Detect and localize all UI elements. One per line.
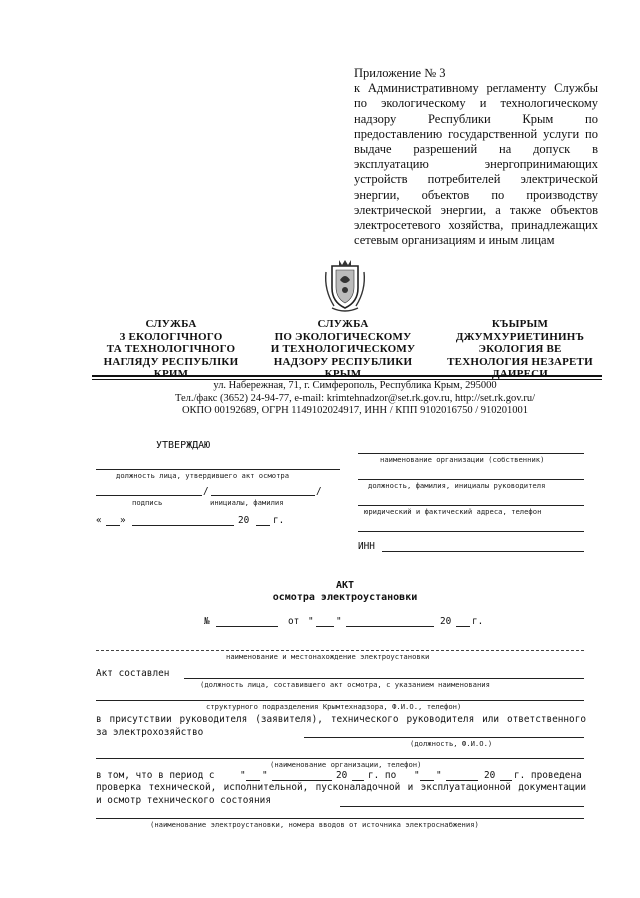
- position-caption: должность лица, утвердившего акт осмотра: [116, 471, 290, 480]
- tech-state-line: [340, 806, 584, 807]
- period-start-month-line: [272, 780, 332, 781]
- period-text-4: 20: [484, 770, 496, 781]
- act-number-line: [216, 626, 278, 627]
- org-ua-line: НАГЛЯДУ РЕСПУБЛІКИ: [103, 355, 239, 368]
- slash-separator: /: [316, 486, 322, 497]
- presence-text-content: в присутствии руководителя (заявителя), технического руководителя или ответственного за электрохозяйство: [96, 714, 586, 738]
- org-ct-line: ДЖУМХУРИЕТИНИНЪ: [455, 330, 585, 343]
- signature-caption: подпись: [132, 498, 163, 507]
- quote-mark: ": [414, 770, 420, 781]
- composed-label: Акт составлен: [96, 668, 170, 679]
- day-line: [106, 525, 120, 526]
- appendix-block: [354, 66, 598, 248]
- appendix-body: к Административному регламенту Службы по экологическому и технологическому надзору Республики Крым по предоставлению государственной услуги по выдаче разрешений на допуск в эксплуатацию энергопринимающих устройств потребителей электрической энергии, объектов по производству электрической энергии, а также объектов электросетевого хозяйства, принадлежащих сетевым организациям и иным лицам: [354, 81, 598, 248]
- quote-mark: ": [262, 770, 268, 781]
- head-caption: должность, фамилия, инициалы руководителя: [368, 481, 546, 490]
- org-ua-line: З ЕКОЛОГІЧНОГО: [119, 330, 223, 343]
- inn-label: ИНН: [358, 541, 375, 552]
- period-end-year-line: [500, 780, 512, 781]
- approval-heading: УТВЕРЖДАЮ: [156, 440, 211, 451]
- head-line: [358, 479, 584, 480]
- division-caption: структурного подразделения Крымтехнадзора, Ф.И.О., телефон): [206, 702, 462, 711]
- act-year-prefix: 20: [440, 616, 452, 627]
- composer-caption: (должность лица, составившего акт осмотра, с указанием наименования: [200, 680, 490, 689]
- signature-line: [96, 495, 202, 496]
- year-line: [256, 525, 270, 526]
- contacts-line: Тел./факс (3652) 24-94-77, e-mail: krimtehnadzor@set.rk.gov.ru, http://set.rk.gov.ru/: [174, 392, 536, 404]
- date-close-quote: »: [120, 515, 126, 526]
- org-phone-caption: (наименование организации, телефон): [270, 760, 422, 769]
- quote-mark: ": [436, 770, 442, 781]
- date-open-quote: «: [96, 515, 102, 526]
- quote-mark: ": [240, 770, 246, 781]
- presence-text: [96, 714, 586, 739]
- installation-feed-line: [96, 818, 584, 819]
- period-end-day-line: [420, 780, 434, 781]
- crimea-emblem-icon: [322, 258, 368, 312]
- act-day-line: [316, 626, 334, 627]
- initials-line: [211, 495, 315, 496]
- act-month-line: [346, 626, 434, 627]
- division-line: [96, 700, 584, 701]
- org-ru-line: ПО ЭКОЛОГИЧЕСКОМУ: [274, 330, 412, 343]
- contact-block: [150, 380, 560, 418]
- act-year-line: [456, 626, 470, 627]
- year-suffix: г.: [273, 515, 285, 526]
- org-ct-line: КЪЫРЫМ: [491, 318, 549, 330]
- installation-line: [96, 650, 584, 651]
- period-text-5: г. проведена: [514, 770, 582, 781]
- act-title: АКТ: [335, 580, 355, 591]
- org-name-line: [358, 453, 584, 454]
- quote-mark: ": [308, 616, 314, 627]
- check-text: [96, 782, 586, 807]
- month-line: [132, 525, 234, 526]
- address-line-field: [358, 505, 584, 506]
- address-line: ул. Набережная, 71, г. Симферополь, Республика Крым, 295000: [213, 380, 497, 391]
- org-ru-line: НАДЗОРУ РЕСПУБЛИКИ: [273, 355, 413, 368]
- org-name-ukrainian: [96, 318, 246, 381]
- org-ru-line: СЛУЖБА: [317, 318, 369, 330]
- installation-caption: наименование и местонахождение электроустановки: [226, 652, 430, 661]
- inn-line: [382, 551, 584, 552]
- org-name-caption: наименование организации (собственник): [380, 455, 545, 464]
- slash-separator: /: [203, 486, 209, 497]
- position-fio-caption: (должность, Ф.И.О.): [410, 739, 493, 748]
- org-ua-line: СЛУЖБА: [145, 318, 197, 330]
- period-text-3: г. по: [368, 770, 397, 781]
- address-caption: юридический и фактический адреса, телефон: [364, 507, 542, 516]
- check-text-content: проверка технической, исполнительной, пусконаладочной и эксплуатационной документации и осмотр технического состояния: [96, 782, 586, 806]
- period-start-day-line: [246, 780, 260, 781]
- period-text-1: в том, что в период с: [96, 770, 215, 781]
- org-phone-line: [96, 758, 584, 759]
- registration-codes-line: ОКПО 00192689, ОГРН 1149102024917, ИНН / КПП 9102016750 / 910201001: [181, 405, 529, 417]
- quote-mark: ": [336, 616, 342, 627]
- position-line: [96, 469, 340, 470]
- org-name-crimean-tatar: [440, 318, 600, 381]
- address-line-field-2: [358, 531, 584, 532]
- year-prefix: 20: [238, 515, 250, 526]
- act-from-label: от: [288, 616, 300, 627]
- appendix-title: Приложение № 3: [354, 66, 446, 80]
- responsible-line: [304, 737, 584, 738]
- org-ua-line: ТА ТЕХНОЛОГІЧНОГО: [106, 343, 236, 356]
- period-end-month-line: [446, 780, 478, 781]
- bottom-caption: (наименование электроустановки, номера вводов от источника электроснабжения): [150, 820, 479, 829]
- org-ru-line: И ТЕХНОЛОГИЧЕСКОМУ: [270, 343, 416, 356]
- composer-line: [184, 678, 584, 679]
- act-year-suffix: г.: [472, 616, 484, 627]
- period-start-year-line: [352, 780, 364, 781]
- org-name-russian: [268, 318, 418, 381]
- period-text-2: 20: [336, 770, 348, 781]
- act-subtitle: осмотра электроустановки: [272, 592, 418, 603]
- header-rule-thick: [92, 375, 602, 377]
- org-ct-line: ЭКОЛОГИЯ ВЕ: [478, 343, 562, 356]
- org-ct-line: ТЕХНОЛОГИЯ НЕЗАРЕТИ: [447, 355, 593, 368]
- act-number-label: №: [204, 616, 210, 627]
- initials-caption: инициалы, фамилия: [210, 498, 284, 507]
